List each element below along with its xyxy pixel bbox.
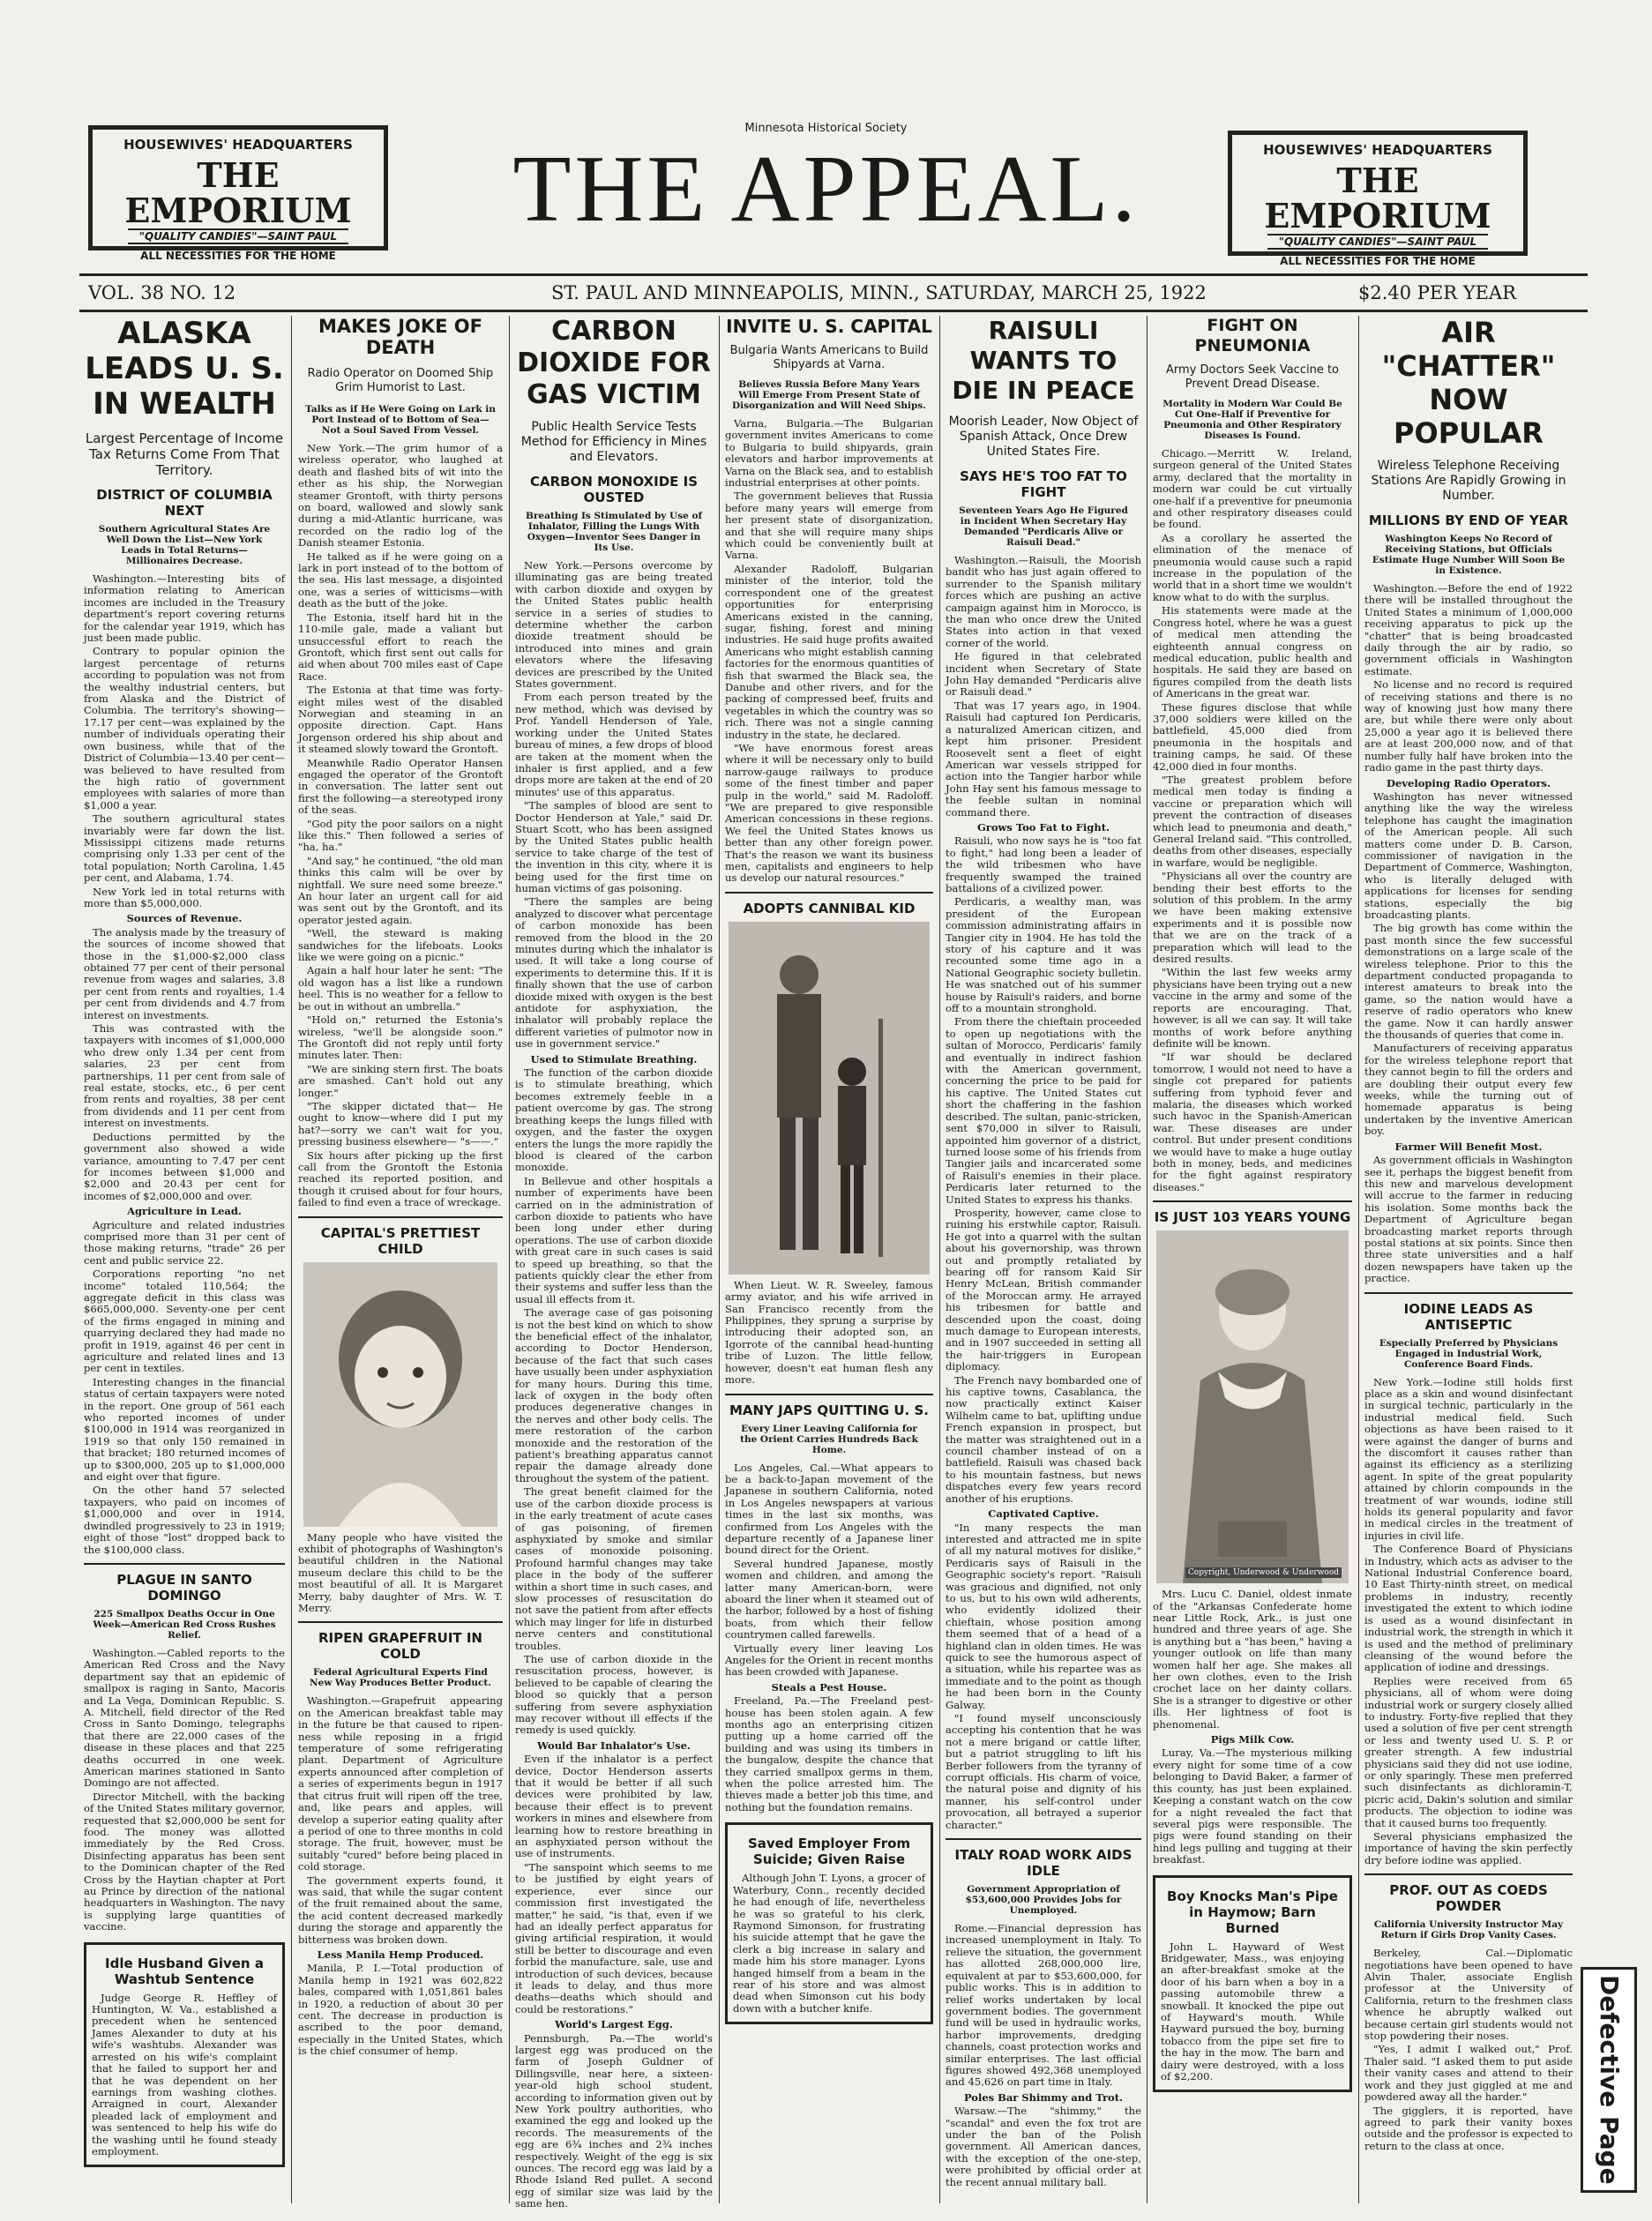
boxed-article: Idle Husband Given a Washtub Sentence Judge George R. Heffley of Huntington, W. Va., established a precedent when he sentenced James Alexander to duty at his wife's washtubs. Alexander was arrested on his wife's complaint that he failed to support her and that he was dependent on her earnings from washing clothes. Arraigned in court, Alexander pleaded lack of employment and was sentenced to help his wife do the washing until he found steady employment. [84,1942,285,2168]
deck: Largest Percentage of Income Tax Returns Come From That Territory. [85,430,284,478]
deck: Public Health Service Tests Method for Efficiency in Mines and Elevators. [520,420,707,464]
deck: Bulgaria Wants Americans to Build Shipyards at Varna. [729,344,929,371]
subhead: SAYS HE'S TOO FAT TO FIGHT [960,468,1127,500]
photo-caption: Mrs. Lucu C. Daniel, oldest inmate of the "Arkansas Confederate home near Little Rock, Ark., is just one hundred and three years of age. She is anything but a "has been," having a younger outlook on life than many women half her age. She makes all her own clothes, even to the Irish crochet lace on her dainty collars. She is a stranger to digestive or other ills. Her lightness of foot is phenomenal. [1153,1588,1352,1731]
column-5 [946,316,1141,2203]
volume-number: VOL. 38 NO. 12 [88,282,236,303]
deck: Talks as if He Were Going on Lark in Port Instead of to Bottom of Sea—Not a Soul Saved From Vessel. [305,404,496,436]
column-rule [509,316,510,2203]
headline: ALASKA LEADS U. S. IN WEALTH [85,316,284,422]
headline: PROF. OUT AS COEDS POWDER [1389,1882,1548,1915]
article-body: Los Angeles, Cal.—What appears to be a back-to-Japan movement of the Japanese in southern California, noted in Los Angeles newspapers at various times in the last six months, was confirmed from Los Angeles with the departure recently of a Japanese liner bound direct for the Orient. Several hundred Japanese, mostly women and children, and among the latter many American-born, were aboard the liner when it steamed out of the harbor, followed by a host of fishing boats, from which their fellow countrymen called farewells. Virtually every liner leaving Los Angeles for the Orient in recent months has been crowded with Japanese. Steals a Pest House. Freeland, Pa.—The Freeland pest-house has been stolen again. A few months ago an enterprising citizen putting up a home carried off the building and was using its timbers in the bungalow, despite the chance that they carried smallpox germs in them, when the police arrested him. The thieves made a better job this time, and nothing but the foundation remains. [725,1461,933,1813]
deck: Washington Keeps No Record of Receiving Stations, but Officials Estimate Huge Number Will Soon Be in Existence. [1372,534,1566,576]
headline: INVITE U. S. CAPITAL [726,316,932,337]
headline: FIGHT ON PNEUMONIA [1194,316,1311,355]
masthead [0,0,1652,273]
article-body: Varna, Bulgaria.—The Bulgarian government invites Americans to come to Bulgaria to build shipyards, grain elevators and harbor improvements at Varna on the Black sea, and to establish industrial enterprises at other points. The government believes that Russia before many years will emerge from her present state of disorganization, and that she will require many ships which could be conveniently built at Varna. Alexander Radoloff, Bulgarian minister of the interior, told the correspondent one of the greatest opportunities for enterprising Americans existed in the canning, sugar, fishing, forest and mining industries. He said huge profits awaited Americans who might establish canning factories for the enormous quantities of fish that swarmed the Black sea, the Danube and other rivers, and for the packing of compressed beef, fruits and vegetables in which the country was so rich. There was not a single canning industry in the state, he declared. "We have enormous forest areas where it will be necessary only to build narrow-gauge railways to produce some of the finest timber and paper pulp in the world," said M. Radoloff. "We are prepared to give responsible American concessions in these regions. We feel the United States knows us better than any other foreign power. That's the reason we want its business men, capitalists and engineers to help us develop our natural resources." [725,417,933,885]
article-body: New York.—Persons overcome by illuminating gas are being treated with carbon dioxide and oxygen by the United States public health service in a series of studies to determine whether the carbon dioxide treatment should be introduced into mines and grain elevators where the lifesaving devices are prescribed by the United States government. From each person treated by the new method, which was devised by Prof. Yandell Henderson of Yale, working under the United States bureau of mines, a few drops of blood are taken at the moment when the inhaler is first applied, and a few drops more are taken at the end of 20 minutes' use of this apparatus. "The samples of blood are sent to Doctor Henderson at Yale," said Dr. Stuart Scott, who has been assigned by the United States public health service to take charge of the test of the invention in this city, where it is being used for the first time on human victims of gas poisoning. "There the samples are being analyzed to discover what percentage of carbon monoxide has been removed from the blood in the 20 minutes during which the inhalator is used. It will take a long course of experiments to determine this. If it is finally shown that the use of carbon dioxide mixed with oxygen is the best antidote for asphyxiation, the inhalator will probably replace the different varieties of pulmotor now in use in government service." Used to Stimulate Breathing. The function of the carbon dioxide is to stimulate breathing, which becomes extremely feeble in a patient overcome by gas. The strong breathing keeps the lungs filled with oxygen, and the faster the oxygen enters the lungs the more rapidly the blood is cleared of the carbon monoxide. In Bellevue and other hospitals a number of experiments have been carried on in the administration of carbon dioxide to patients who have been long under ether during operations. The use of carbon dioxide with great care in such cases is said to speed up breathing, so that the patients quickly clear the ether from their systems and suffer less than the usual ill effects from it. The average case of gas poisoning is not the best kind on which to show the beneficial effect of the inhalator, according to Doctor Henderson, because of the fact that such cases have usually been under asphyxiation for many hours. During this time, lack of oxygen in the body often produces degenerative changes in the nerves and other body cells. The mere restoration of the carbon monoxide and the restoration of the patient's breathing apparatus cannot repair the damage already done throughout the system of the patient. The great benefit claimed for the use of the carbon dioxide process is in the early treatment of acute cases of gas poisoning, of firemen asphyxiated by smoke and similar cases of monoxide poisoning. Profound harmful changes may take place in the body of the sufferer within a short time in such cases, and slow processes of resuscitation do not save the patient from after effects which may linger for life in disturbed nerve centers and constitutional troubles. The use of carbon dioxide in the resuscitation process, however, is believed to be capable of clearing the blood so quickly that a person suffering from severe asphyxiation may recover without ill effects if the remedy is used quickly. Would Bar Inhalator's Use. Even if the inhalator is a perfect device, Doctor Henderson asserts that it would be better if all such devices were prohibited by law, because their effect is to prevent workers in mines and elsewhere from learning how to restore breathing in an asphyxiated person without the use of instruments. "The sanspoint which seems to me to be justified by eight years of experience, ever since our commission first investigated the matter," he said, "is that, even if we had an ideally perfect apparatus for giving artificial respiration, it would still be better to discourage and even forbid the manufacture, sale, use and introduction of such devices, because it leads to delay, and thus more deaths—deaths which should and could be restorations." World's Largest Egg. Pennsburgh, Pa.—The world's largest egg was produced on the farm of Joseph Guldner of Dillingsville, near here, a sixteen-year-old high school student, according to information given out by New York poultry authorities, who examined the egg and looked up the records. The measurements of the egg are 6¾ inches and 2¾ inches respectively. Weight of the egg is six ounces. The record egg was laid by a Rhode Island Red pullet. A second egg of similar size was laid by the same hen. [515,559,713,2210]
headline: Idle Husband Given a Washtub Sentence [105,1955,264,1987]
deck: Southern Agricultural States Are Well Down the List—New York Leads in Total Returns—Millionaires Decrease. [98,524,271,566]
boxed-article: Saved Employer From Suicide; Given Raise Although John T. Lyons, a grocer of Waterbury, Conn., recently decided he had enough of life, nevertheless he was so grateful to his clerk, Raymond Simonson, for frustrating his suicide attempt that he gave the clerk a big increase in salary and made him his store manager. Lyons hanged himself from a beam in the rear of his store and was almost dead when Simonson cut his body down with a butcher knife. [725,1822,933,2024]
headline: RIPEN GRAPEFRUIT IN COLD [318,1630,482,1663]
photo-figures-icon [729,922,930,1275]
column-6 [1153,316,1352,2203]
deck: Federal Agricultural Experts Find New Way Produces Better Product. [310,1667,491,1689]
photo-caption: Many people who have visited the exhibit of photographs of Washington's beautiful children in the National museum declare this child to be the most beautiful of all. It is Margaret Merry, baby daughter of Mrs. W. T. Merry. [298,1530,503,1615]
dateline [79,273,1588,312]
deck: Believes Russia Before Many Years Will Emerge From Present State of Disorganization and Will Need Ships. [732,379,926,411]
defective-page-stamp: Defective Page [1581,1967,1637,2193]
headline: MANY JAPS QUITTING U. S. [729,1402,929,1418]
boxed-article: Boy Knocks Man's Pipe in Haymow; Barn Burned John L. Hayward of West Bridgewater, Mass., was enjoying an after-breakfast smoke at the door of his barn when a boy in a passing automobile threw a snowball. It knocked the pipe out of Hayward's mouth. While Hayward pursued the boy, burning tobacco from the pipe set fire to the hay in the mow. The barn and dairy were destroyed, with a loss of $2,200. [1153,1875,1352,2093]
deck: Every Liner Leaving California for the Orient Carries Hundreds Back Home. [740,1423,918,1455]
article-body: Chicago.—Merritt W. Ireland, surgeon general of the United States army, declared that the mortality in modern war could be cut virtually one-half if a preventive for pneumonia and other respiratory diseases could be found. As a corollary he asserted the elimination of the menace of pneumonia would cause such a rapid increase in the population of the world that in a short time we wouldn't know what to do with the surplus. His statements were made at the Congress hotel, where he was a guest of medical men attending the eighteenth annual congress on medical education, public health and hospitals. He said they are based on figures compiled from the death lists of Americans in the great war. These figures disclose that while 37,000 soldiers were killed on the battlefield, 45,000 died from pneumonia in the hospitals and training camps, he said. Of these 42,000 died in four months. "The greatest problem before medical men today is finding a vaccine or preparation which will prevent the contraction of diseases which lead to pneumonia and death," General Ireland said. "This controlled, deaths from other diseases, especially in warfare, would be negligible. "Physicians all over the country are bending their best efforts to the solution of this problem. In the army we have been making extensive experiments and it is possible now that we are on the track of a preparation which will lead to the desired results. "Within the last few weeks army physicians have been trying out a new vaccine in the army and some of the reports are encouraging. That, however, is all we can say. It will take months of work before anything definite will be known. "If war should be declared tomorrow, I would not need to have a single cot prepared for patients suffering from typhoid fever and malaria, the diseases which worked such havoc in the Spanish-American war. These diseases are under control. But under present conditions we would have to make a huge outlay both in money, beds, and medicines for the fight against respiratory diseases." [1153,447,1352,1193]
deck: Breathing Is Stimulated by Use of Inhalator, Filling the Lungs With Oxygen—Inventor Sees Danger in Its Use. [526,511,702,553]
headline: ITALY ROAD WORK AIDS IDLE [954,1847,1132,1880]
column-3 [515,316,713,2210]
article-body: Washington.—Grapefruit appearing on the American breakfast table may in the future be that caused to ripen-ness while reposing in a frigid temperature of some refrigerating plant. Department of Agriculture experts announced after completion of a series of experiments begun in 1917 that citrus fruit will ripen off the tree, and, like pears and apples, will develop a superior eating quality after a period of one to three months in cold storage. The fruit, however, must be suitably "cured" before being placed in cold storage. The government experts found, it was said, that while the sugar content of the fruit remained about the same, the acid content decreased markedly during the storage and apparently the bitterness was broken down. Less Manila Hemp Produced. Manila, P. I.—Total production of Manila hemp in 1921 was 602,822 bales, compared with 1,051,861 bales in 1920, a reduction of about 30 per cent. The decrease in production is ascribed to the poor demand, especially in the United States, which is the chief consumer of hemp. [298,1694,503,2058]
article-body: Berkeley, Cal.—Diplomatic negotiations have been opened to have Alvin Thaler, associate English professor at the University of California, return to the freshmen class whence he abruptly walked out because certain girl students would not stop powdering their noses. "Yes, I admit I walked out," Prof. Thaler said. "I asked them to put aside their vanity cases and attend to their work and they just giggled at me and powdered away all the harder." The gigglers, it is reported, have agreed to park their vanity boxes outside and the professor is expected to return to the class at once. [1364,1947,1573,2152]
article-body: New York.—The grim humor of a wireless operator, who laughed at death and flashed bits of wit into the ether as his ship, the Norwegian steamer Grontoft, with thirty persons on board, wallowed and slowly sank during a mid-Atlantic hurricane, was recorded on the radio log of the Danish steamer Estonia. He talked as if he were going on a lark in port instead of to the bottom of the sea. His last message, a disjointed one, was a series of witticisms—with death as the butt of the joke. The Estonia, itself hard hit in the 110-mile gale, made a valiant but unsuccessful effort to reach the Grontoft, which first sent out calls for aid when about 700 miles east of Cape Race. The Estonia at that time was forty-eight miles west of the disabled Norwegian and steaming in an opposite direction. Capt. Hans Jorgenson ordered his ship about and it steamed slowly toward the Grontoft. Meanwhile Radio Operator Hansen engaged the operator of the Grontoft in conversation. The latter sent out first the following—a stereotyped irony of the seas. "God pity the poor sailors on a night like this." Then followed a series of "ha, ha." "And say," he continued, "the old man thinks this calm will be over by nightfall. We sure need some breeze." An hour later an urgent call for aid was sent out by the Grontoft, and its operator jested again. "Well, the steward is making sandwiches for the lifeboats. Looks like we were going on a picnic." Again a half hour later he sent: "The old wagon has a list like a rundown heel. This is no weather for a fellow to be out in without an umbrella." "Hold on," returned the Estonia's wireless, "we'll be alongside soon." The Grontoft did not reply until forty minutes later. Then: "We are sinking stern first. The boats are smashed. Can't hold out any longer." "The skipper dictated that— He ought to know—where did I put my hat?—sorry we can't wait for you, pressing business elsewhere— "s——." Six hours after picking up the first call from the Grontoft the Estonia reached its reported position, and though it cruised about for four hours, failed to find even a trace of wreckage. [298,442,503,1209]
headline: Boy Knocks Man's Pipe in Haymow; Barn Burned [1167,1888,1338,1936]
deck: Wireless Telephone Receiving Stations Are Rapidly Growing in Number. [1371,459,1566,503]
column-2 [298,316,503,2203]
deck: Radio Operator on Doomed Ship Grim Humorist to Last. [307,367,494,394]
photo-aviator-and-son [729,922,930,1275]
child-portrait-icon [303,1262,497,1527]
photo-child [303,1262,497,1527]
deck: Mortality in Modern War Could Be Cut One-Half if Preventive for Pneumonia and Other Respiratory Diseases Is Found. [1162,399,1342,441]
column-1 [84,316,285,2203]
subscription-price: $2.40 PER YEAR [1358,282,1516,303]
deck: California University Instructor May Return if Girls Drop Vanity Cases. [1373,1919,1564,1941]
deck: Moorish Leader, Now Object of Spanish Attack, Once Drew United States Fire. [948,415,1139,459]
headline: MAKES JOKE OF DEATH [318,316,482,358]
headline: Saved Employer From Suicide; Given Raise [747,1836,911,1868]
photo-caption: When Lieut. W. R. Sweeley, famous army aviator, and his wife arrived in San Francisco recently from the Philippines, they sprung a surprise by introducing their adopted son, an Igorrote of the cannibal head-hunting tribe of Luzon. The little fellow, however, doesn't eat human flesh any more. [725,1278,933,1387]
article-body: Washington.—Raisuli, the Moorish bandit who has just again offered to surrender to the Spanish military forces which are pushing an active campaign against him in Morocco, is the man who once drew the United States into action in that vexed corner of the world. He figured in that celebrated incident when Secretary of State John Hay demanded "Perdicaris alive or Raisuli dead." That was 17 years ago, in 1904. Raisuli had captured Ion Perdicaris, a naturalized American citizen, and kept him prisoner. President Roosevelt sent a fleet of eight American war vessels stripped for action into the Tangier harbor while John Hay sent his famous message to the feeble sultan in nominal command there. Grows Too Fat to Fight. Raisuli, who now says he is "too fat to fight," had long been a leader of the wild tribesmen who have frequently swamped the trained battalions of a civilized power. Perdicaris, a wealthy man, was president of the European commission administrating affairs in Tangier city in 1904. He has told the story of his capture and it was recounted some time ago in a National Geographic society bulletin. He was snatched out of his summer house by Raisuli's raiders, and borne off to a mountain stronghold. From there the chieftain proceeded to open up negotiations with the sultan of Morocco, Perdicaris' family and eventually in indirect fashion with the American government, concerning the price to be paid for his captive. The United States cut short the chaffering in the fashion described. The sultan, panic-stricken, sent $70,000 in silver to Raisuli, appointed him governor of a district, turned loose some of his friends from Tangier jails and incarcerated some of Raisuli's enemies in their place. Perdicaris later returned to the United States to express his thanks. Prosperity, however, came close to ruining his erstwhile captor, Raisuli. He got into a quarrel with the sultan about his governorship, was thrown out and promptly retaliated by bearing off for ransom Kaid Sir Henry McLean, British commander of the Moroccan army. He arrayed his tribesmen for battle and descended upon the coast, doing much damage to European interests, and in 1907 succeeded in setting all the hair-triggers in European diplomacy. The French navy bombarded one of his captive towns, Casablanca, the now practically extinct Kaiser Wilhelm came to bat, uplifting undue French expansion in prospect, but the matter was straightened out in a council chamber instead of on a battlefield. Raisuli was chased back to his mountain fastness, but news dispatches every few years record another of his eruptions. Captivated Captive. "In many respects the man interested and attracted me in spite of all my natural motives for dislike," Perdicaris says of Raisuli in the Geographic society's report. "Raisuli was gracious and dignified, not only to us, but to his own wild adherents, who evidently idolized their chieftain, whose position among them seemed that of a head of a highland clan in olden times. He was quick to see the humorous aspect of a situation, while his repartee was as immediate and to the point as though he had been born in the County Galway. "I found myself unconsciously accepting his contention that he was not a mere brigand or cattle lifter, but a patriot struggling to lift his Berber followers from the tyranny of corrupt officials. His charm of voice, the natural poise and dignity of his manner, his self-control under provocation, all betrayed a superior character." [946,554,1141,1831]
column-rule [1358,316,1359,2203]
headline: PLAGUE IN SANTO DOMINGO [116,1571,252,1604]
ear-advertisement-right: HOUSEWIVES' HEADQUARTERS THE EMPORIUM "QUALITY CANDIES"—SAINT PAUL ALL NECESSITIES FOR THE HOME [1228,131,1528,256]
column-7 [1364,316,1573,2203]
headline: RAISULI WANTS TO DIE IN PEACE [952,316,1135,405]
article-body: Pigs Milk Cow. Luray, Va.—The mysterious milking every night for some time of a cow belonging to David Baker, a farmer of this county, has just been explained. Keeping a constant watch on the cow for a night revealed the fact that several pigs were responsible. The pigs were found standing on their hind legs pulling and tugging at their breakfast. [1153,1733,1352,1866]
deck: 225 Smallpox Deaths Occur in One Week—American Red Cross Rushes Relief. [93,1608,276,1641]
emporium-logo: THE EMPORIUM [1264,161,1491,236]
deck: Especially Preferred by Physicians Engaged in Industrial Work, Conference Board Finds. [1379,1337,1559,1370]
deck: Seventeen Years Ago He Figured in Incident When Secretary Hay Demanded "Perdicaris Alive or Raisuli Dead." [959,505,1128,548]
article-body: Rome.—Financial depression has increased unemployment in Italy. To relieve the situation, the government has allotted 268,000,000 lire, equivalent at par to $53,600,000, for public works. This is in addition to relief works undertaken by local government bodies. The government fund will be used in hydraulic works, harbor improvements, dredging channels, coast protection works and similar enterprises. The last official figures showed 492,368 unemployed and 45,626 on part time in Italy. Poles Bar Shimmy and Trot. Warsaw.—The "shimmy," the "scandal" and even the fox trot are under the ban of the Polish government. All American dances, with the exception of the one-step, were prohibited by official order at the recent annual military ball. [946,1922,1141,2188]
publication-date: ST. PAUL AND MINNEAPOLIS, MINN., SATURDAY, MARCH 25, 1922 [551,282,1207,303]
headline: AIR "CHATTER" NOW POPULAR [1381,316,1556,450]
column-4 [725,316,933,2203]
elderly-woman-portrait-icon [1156,1230,1349,1583]
headline: CAPITAL'S PRETTIEST CHILD [320,1224,481,1257]
article-body: Washington.—Cabled reports to the American Red Cross and the Navy department say that an epidemic of smallpox is raging in Santo, Macoris and La Vega, Dominican Republic. S. A. Mitchell, field director of the Red Cross in Santo Domingo, telegraphs that there are 22,000 cases of the disease in these places and that 225 deaths occurred in one week. American marines stationed in Santo Domingo are not affected. Director Mitchell, with the backing of the United States military governor, requested that $2,000,000 be sent for food. The money was allotted immediately by the Red Cross. Disinfecting apparatus has been sent to the Dominican chapter of the Red Cross by the Haytian chapter at Port au Prince by direction of the national headquarters in Washington. The navy is supplying large quantities of vaccine. [84,1646,285,1933]
deck: Army Doctors Seek Vaccine to Prevent Dread Disease. [1166,363,1339,391]
library-stamp: Minnesota Historical Society [744,122,908,135]
subhead: DISTRICT OF COLUMBIA NEXT [96,487,273,519]
photo-elderly-woman [1156,1230,1349,1583]
article-body: New York.—Iodine still holds first place as a skin and wound disinfectant in surgical technic, particularly in the industrial medical field. Such objections as have been raised to it were against the danger of burns and the discomfort it causes rather than against its efficiency as a sterilizing agent. In spite of the great popularity attained by chlorin compounds in the treatment of war wounds, iodine still holds its general popularity and favor in medical circles in the treatment of injuries in civil life. The Conference Board of Physicians in Industry, which acts as adviser to the National Industrial Conference board, 10 East Thirty-ninth street, on medical problems in industry, recently investigated the extent to which iodine is used as a wound disinfectant in industrial work, the strength in which it is used and the method of preliminary cleansing of the wound before the application of iodine and dressings. Replies were received from 65 physicians, all of whom were doing industrial work or surgery closely allied to industry. Forty-five replied that they used a solution of five per cent strength or less and twenty used U. S. P. or greater strength. A few industrial physicians said they did not use iodine, or only sparingly. These men preferred such disinfectants as dichloramin-T, picric acid, Dakin's solution and similar products. The objection to iodine was that it caused burns too frequently. Several physicians emphasized the importance of having the skin perfectly dry before iodine was applied. [1364,1375,1573,1866]
ear-advertisement-left: HOUSEWIVES' HEADQUARTERS THE EMPORIUM "QUALITY CANDIES"—SAINT PAUL ALL NECESSITIES FOR THE HOME [88,125,388,251]
emporium-logo: THE EMPORIUM [124,155,352,230]
subhead: CARBON MONOXIDE IS OUSTED [529,474,699,505]
photo-credit: Copyright, Underwood & Underwood [1185,1567,1342,1578]
article-body: Washington.—Interesting bits of information relating to American incomes are included in the Treasury department's report covering returns for the calendar year 1919, which has just been made public. Contrary to popular opinion the largest percentage of returns according to population was not from the wealthy industrial centers, but from Alaska and the District of Columbia. The territory's showing—17.17 per cent—was explained by the number of individuals operating their own business, while that of the District of Columbia—13.40 per cent—was believed to have resulted from the high ratio of government employees with salaries of more than $1,000 a year. The southern agricultural states invariably were far down the list. Mississippi citizens made returns comprising only 1.33 per cent of the total population; North Carolina, 1.45 per cent, and Alabama, 1.74. New York led in total returns with more than $5,000,000. Sources of Revenue. The analysis made by the treasury of the sources of income showed that those in the $1,000-$2,000 class obtained 77 per cent of their personal revenue from wages and salaries, 3.8 per cent from rents and royalties, 1.4 per cent from dividends and 4.7 from interest on investments. This was contrasted with the taxpayers with incomes of $1,000,000 who drew only 1.34 per cent from salaries, 23 per cent from partnerships, 11 per cent from sale of real estate, stocks, etc., 6 per cent from rents and royalties, 38 per cent from dividends and 11 per cent from interest on investments. Deductions permitted by the government also showed a wide variance, amounting to 7.47 per cent for incomes between $1,000 and $2,000 and 20.43 per cent for incomes of $2,000,000 and over. Agriculture in Lead. Agriculture and related industries comprised more than 31 per cent of those making returns, "trade" 26 per cent and public service 22. Corporations reporting "no net income" totaled 110,564; the aggregate deficit in this class was $665,000,000. Seventy-one per cent of the firms engaged in mining and quarrying declared they had made no profit in 1919, against 46 per cent in agriculture and related lines and 13 per cent in textiles. Interesting changes in the financial status of certain taxpayers were noted in the report. One group of 561 each who reported incomes of under $100,000 in 1914 was reorganized in 1919 so that only 150 remained in that bracket; 180 returned incomes of up to $300,000, 205 up to $1,000,000 and eight over that figure. On the other hand 57 selected taxpayers, who paid on incomes of $1,000,000 and over in 1914, dwindled progressively to 23 in 1919; eight of those "lost" dropped back to the $100,000 class. [84,572,285,1556]
column-rule [719,316,720,2203]
newspaper-title: THE APPEAL. [512,137,1140,242]
headline: IS JUST 103 YEARS YOUNG [1154,1209,1351,1226]
subhead: MILLIONS BY END OF YEAR [1368,512,1569,528]
headline: IODINE LEADS AS ANTISEPTIC [1403,1300,1534,1333]
column-rule [291,316,292,2203]
deck: Government Appropriation of $53,600,000 Provides Jobs for Unemployed. [965,1884,1122,1917]
column-rule [939,316,940,2203]
article-body: Washington.—Before the end of 1922 there will be installed throughout the United States a minimum of 1,000,000 receiving apparatus to pick up the "chatter" that is being broadcasted daily through the air by radio, so government officials in Washington estimate. No license and no record is required of receiving stations and there is no way of knowing just how many there are, but while there were only about 25,000 a year ago it is believed there are at least 200,000 now, and of that number fully half have broken into the radio game in the past thirty days. Developing Radio Operators. Washington has never witnessed anything like the way the wireless telephone has caught the imagination of the American people. All such matters come under D. B. Carson, commissioner of navigation in the Department of Commerce, Washington, who is literally deluged with applications for licenses for sending stations, especially the big broadcasting plants. The big growth has come within the past month since the few successful demonstrations on a large scale of the wireless telephone. Prior to this the department conducted propaganda to interest amateurs to break into the game, so the nation would have a reserve of radio operators who knew the game. Now it can hardly answer the thousands of queries that come in. Manufacturers of receiving apparatus for the wireless telephone report that they cannot begin to fill the orders and are doubling their output every few weeks, while the turning out of homemade apparatus is being undertaken by the inventive American boy. Farmer Will Benefit Most. As government officials in Washington see it, perhaps the biggest benefit from this new and marvelous development will accrue to the farmer in reducing his isolation. Some months back the Department of Agriculture began broadcasting market reports through postal stations at six points. Since then three state universities and a half dozen newspapers have taken up the practice. [1364,582,1573,1285]
headline: ADOPTS CANNIBAL KID [743,900,916,916]
headline: CARBON DIOXIDE FOR GAS VICTIM [517,316,711,410]
